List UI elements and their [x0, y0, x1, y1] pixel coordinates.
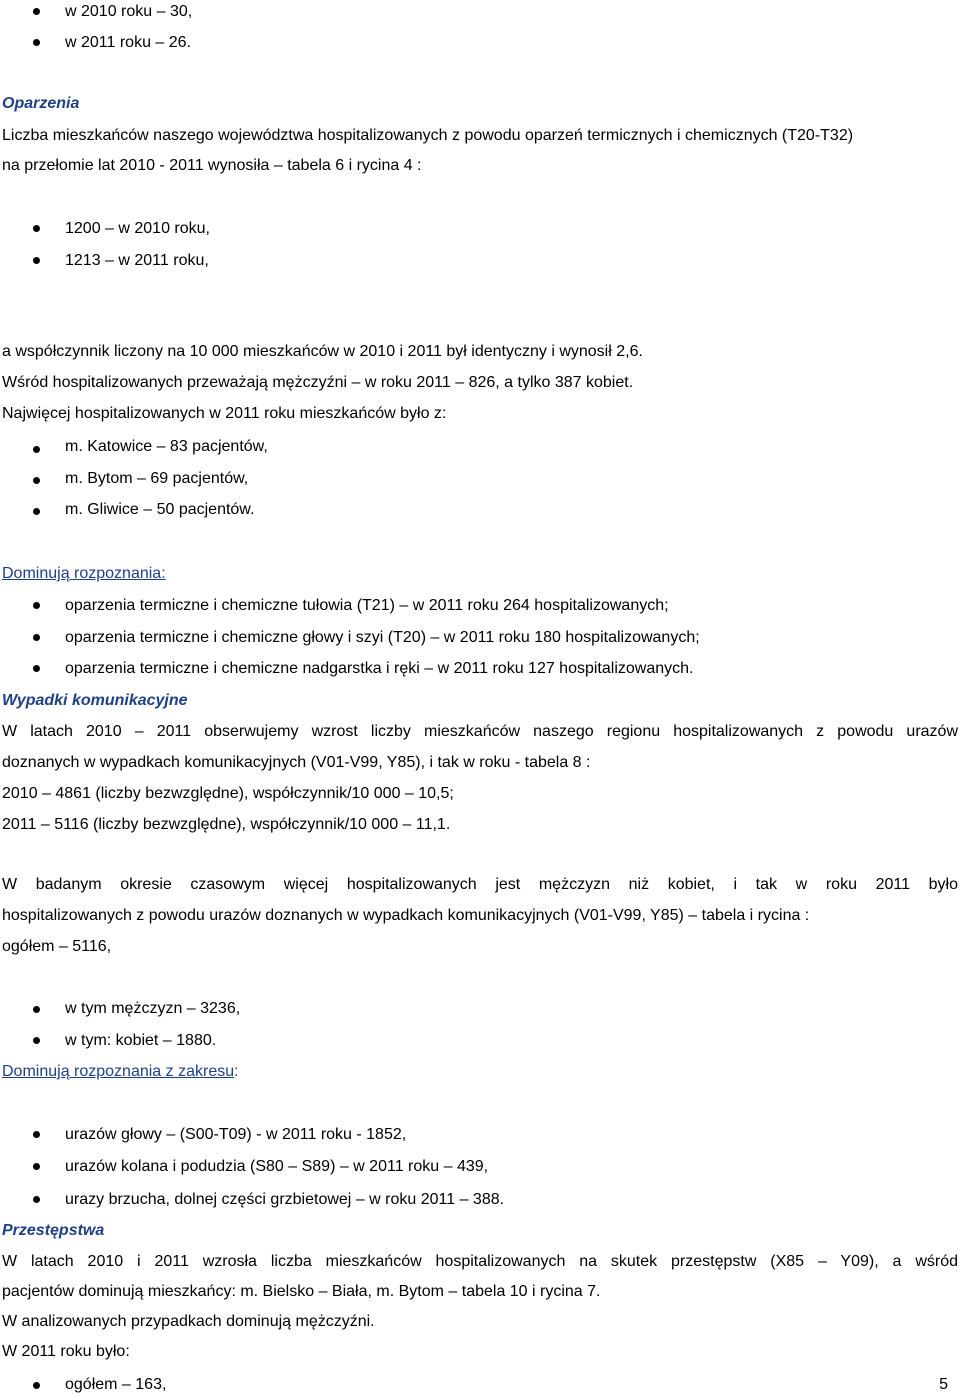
bullet-icon: [33, 1196, 40, 1203]
list-item: oparzenia termiczne i chemiczne głowy i szyi (T20) – w 2011 roku 180 hospitalizowanych;: [65, 629, 700, 646]
paragraph-line: W 2011 roku było:: [2, 1343, 130, 1360]
bullet-icon: [33, 1037, 40, 1044]
paragraph-line: Wśród hospitalizowanych przeważają mężczyźni – w roku 2011 – 826, a tylko 387 kobiet.: [2, 374, 634, 391]
bullet-icon: [33, 1163, 40, 1170]
bullet-icon: [33, 665, 40, 672]
paragraph-line: hospitalizowanych z powodu urazów doznanych w wypadkach komunikacyjnych (V01-V99, Y85) – tabela i rycina :: [2, 907, 810, 924]
paragraph-line: pacjentów dominują mieszkańcy: m. Bielsko – Biała, m. Bytom – tabela 10 i rycina 7.: [2, 1283, 601, 1300]
paragraph-line: W latach 2010 i 2011 wzrosła liczba mieszkańców hospitalizowanych na skutek przestępstw (X85 – Y09), a wśród: [2, 1253, 958, 1270]
list-item: w 2011 roku – 26.: [65, 34, 192, 51]
paragraph-line: a współczynnik liczony na 10 000 mieszkańców w 2010 i 2011 był identyczny i wynosił 2,6.: [2, 343, 643, 360]
paragraph-line: Najwięcej hospitalizowanych w 2011 roku mieszkańców było z:: [2, 405, 447, 422]
bullet-icon: [33, 39, 40, 46]
paragraph-line: doznanych w wypadkach komunikacyjnych (V01-V99, Y85), i tak w roku - tabela 8 :: [2, 754, 591, 771]
list-item: 1200 – w 2010 roku,: [65, 220, 210, 237]
bullet-icon: [33, 1382, 40, 1389]
subheading-text: Dominują rozpoznania z zakresu: [2, 1063, 235, 1080]
subheading-colon: :: [234, 1063, 239, 1080]
paragraph-line: 2011 – 5116 (liczby bezwzględne), współczynnik/10 000 – 11,1.: [2, 816, 451, 833]
bullet-icon: [33, 508, 40, 515]
section-heading-burns: Oparzenia: [2, 95, 80, 112]
list-item: oparzenia termiczne i chemiczne nadgarstka i ręki – w 2011 roku 127 hospitalizowanych.: [65, 660, 694, 677]
list-item: urazów głowy – (S00-T09) - w 2011 roku - 1852,: [65, 1126, 407, 1143]
list-item: m. Bytom – 69 pacjentów,: [65, 470, 249, 487]
paragraph-line: Liczba mieszkańców naszego województwa hospitalizowanych z powodu oparzeń termicznych i chemicznych (T20-T32): [2, 127, 854, 144]
list-item: urazy brzucha, dolnej części grzbietowej – w roku 2011 – 388.: [65, 1191, 505, 1208]
bullet-icon: [33, 634, 40, 641]
subheading-diagnoses: Dominują rozpoznania:: [2, 565, 166, 582]
bullet-icon: [33, 477, 40, 484]
subheading-diagnoses-scope: [2, 1062, 239, 1082]
bullet-icon: [33, 1006, 40, 1013]
paragraph-line: 2010 – 4861 (liczby bezwzględne), współczynnik/10 000 – 10,5;: [2, 785, 454, 802]
paragraph-line: W analizowanych przypadkach dominują mężczyźni.: [2, 1313, 375, 1330]
paragraph-line: W badanym okresie czasowym więcej hospitalizowanych jest mężczyzn niż kobiet, i tak w roku 2011 było: [2, 876, 958, 893]
bullet-icon: [33, 446, 40, 453]
section-heading-traffic: Wypadki komunikacyjne: [2, 692, 188, 709]
list-item: oparzenia termiczne i chemiczne tułowia (T21) – w 2011 roku 264 hospitalizowanych;: [65, 597, 669, 614]
section-heading-crimes: Przestępstwa: [2, 1222, 105, 1239]
list-item: w 2010 roku – 30,: [65, 3, 193, 20]
paragraph-line: W latach 2010 – 2011 obserwujemy wzrost liczby mieszkańców naszego regionu hospitalizowanych z powodu urazów: [2, 723, 958, 740]
list-item: ogółem – 163,: [65, 1376, 167, 1393]
paragraph-line: na przełomie lat 2010 - 2011 wynosiła – tabela 6 i rycina 4 :: [2, 157, 422, 174]
bullet-icon: [33, 257, 40, 264]
bullet-icon: [33, 8, 40, 15]
list-item: 1213 – w 2011 roku,: [65, 252, 209, 269]
paragraph-line: ogółem – 5116,: [2, 938, 112, 955]
list-item: m. Gliwice – 50 pacjentów.: [65, 501, 255, 518]
list-item: m. Katowice – 83 pacjentów,: [65, 438, 268, 455]
page-number: 5: [939, 1376, 948, 1393]
list-item: w tym: kobiet – 1880.: [65, 1032, 217, 1049]
bullet-icon: [33, 225, 40, 232]
list-item: urazów kolana i podudzia (S80 – S89) – w 2011 roku – 439,: [65, 1158, 489, 1175]
bullet-icon: [33, 602, 40, 609]
bullet-icon: [33, 1131, 40, 1138]
list-item: w tym mężczyzn – 3236,: [65, 1000, 241, 1017]
